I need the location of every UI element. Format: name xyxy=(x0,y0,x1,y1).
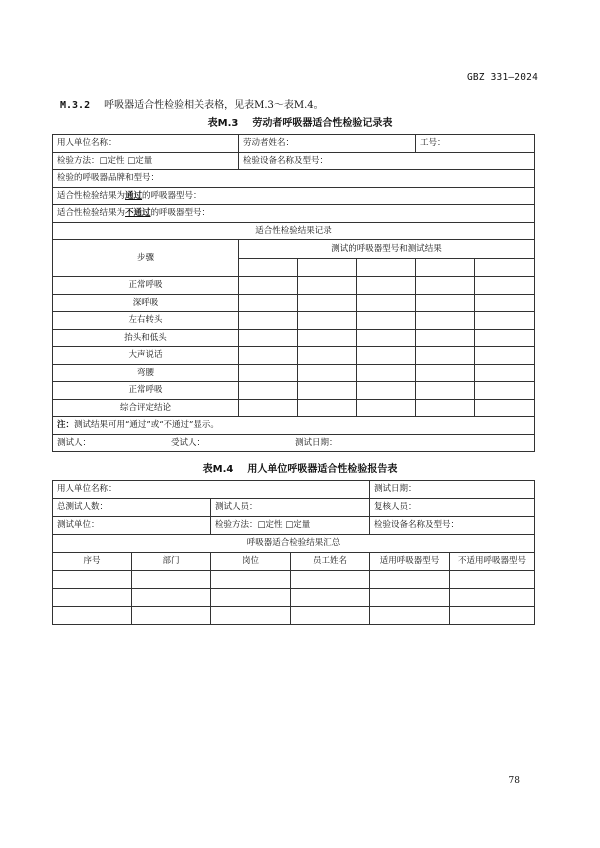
m4-summary-title-cell: 呼吸器适合检验结果汇总 xyxy=(53,535,535,553)
note-text: 测试结果可用“通过”或“不通过”显示。 xyxy=(74,420,219,430)
result-cell xyxy=(416,329,475,347)
result-cell xyxy=(357,277,416,295)
result-cell xyxy=(416,364,475,382)
m4-total-cell: 总测试人数： xyxy=(53,499,211,517)
table-m3 xyxy=(52,134,535,452)
table-m4-label: 表M.4 xyxy=(202,464,234,475)
step-label: 弯腰 xyxy=(53,364,239,382)
section-text: 呼吸器适合性检验相关表格，见表M.3～表M.4。 xyxy=(104,100,324,111)
table-row xyxy=(53,517,535,535)
tester-label: 测试人： xyxy=(57,437,92,448)
result-cell xyxy=(357,329,416,347)
table-row xyxy=(53,170,535,188)
result-cell xyxy=(239,382,298,400)
quantitative-checkbox: □定量 xyxy=(127,155,153,166)
table-row xyxy=(53,135,535,153)
result-cell xyxy=(239,312,298,330)
note-prefix: 注： xyxy=(57,420,75,430)
m4-quantitative-checkbox: □定量 xyxy=(285,520,311,531)
column-header: 部门 xyxy=(132,553,211,571)
worker-name-cell: 劳动者姓名： xyxy=(239,135,416,153)
step-label: 深呼吸 xyxy=(53,294,239,312)
table-row xyxy=(53,312,535,330)
m4-reviewer-cell: 复核人员： xyxy=(370,499,535,517)
m4-employer-cell: 用人单位名称： xyxy=(53,481,370,499)
table-row xyxy=(53,294,535,312)
result-cell xyxy=(475,294,535,312)
table-m4-title: 用人单位呼吸器适合性检验报告表 xyxy=(247,464,398,475)
fail-suffix: 的呼吸器型号： xyxy=(150,208,211,218)
m4-method-label: 检验方法： xyxy=(215,520,258,531)
qualitative-checkbox: □定性 xyxy=(99,155,125,166)
result-cell xyxy=(416,399,475,417)
table-row xyxy=(53,535,535,553)
model-col-4 xyxy=(416,258,475,277)
method-label: 检验方法： xyxy=(57,155,100,166)
table-m4 xyxy=(52,480,535,625)
results-header-cell: 测试的呼吸器型号和测试结果 xyxy=(239,240,535,259)
result-cell xyxy=(357,312,416,330)
m4-header-row xyxy=(53,553,535,571)
table-m3-label: 表M.3 xyxy=(207,118,239,129)
brand-model-cell: 检验的呼吸器品牌和型号： xyxy=(53,170,535,188)
result-cell xyxy=(475,347,535,365)
record-title-cell: 适合性检验结果记录 xyxy=(53,222,535,240)
table-row xyxy=(53,589,535,607)
table-row xyxy=(53,240,535,259)
section-number: M.3.2 xyxy=(60,100,91,111)
column-header: 序号 xyxy=(53,553,132,571)
m4-qualitative-checkbox: □定性 xyxy=(257,520,283,531)
result-cell xyxy=(298,347,357,365)
result-cell xyxy=(298,294,357,312)
method-cell xyxy=(53,152,239,170)
table-row xyxy=(53,205,535,223)
m4-tester-cell: 测试人员： xyxy=(211,499,370,517)
model-col-1 xyxy=(239,258,298,277)
equipment-cell: 检验设备名称及型号： xyxy=(239,152,535,170)
model-col-2 xyxy=(298,258,357,277)
result-cell xyxy=(475,382,535,400)
result-cell xyxy=(416,277,475,295)
fail-model-cell xyxy=(53,205,535,223)
result-cell xyxy=(239,399,298,417)
table-row xyxy=(53,364,535,382)
result-cell xyxy=(239,347,298,365)
step-label: 左右转头 xyxy=(53,312,239,330)
result-cell xyxy=(416,382,475,400)
result-cell xyxy=(298,364,357,382)
result-cell xyxy=(416,294,475,312)
step-label: 大声说话 xyxy=(53,347,239,365)
result-cell xyxy=(475,312,535,330)
step-label: 正常呼吸 xyxy=(53,277,239,295)
result-cell xyxy=(239,364,298,382)
column-header: 员工姓名 xyxy=(291,553,370,571)
steps-header-cell: 步骤 xyxy=(53,240,239,277)
result-cell xyxy=(475,277,535,295)
step-label: 综合评定结论 xyxy=(53,399,239,417)
table-row xyxy=(53,152,535,170)
note-cell xyxy=(53,417,535,435)
table-row xyxy=(53,499,535,517)
model-col-5 xyxy=(475,258,535,277)
result-cell xyxy=(416,312,475,330)
step-label: 抬头和低头 xyxy=(53,329,239,347)
section-heading xyxy=(60,96,324,111)
standard-code: GBZ 331—2024 xyxy=(466,72,538,83)
pass-model-cell xyxy=(53,187,535,205)
result-cell xyxy=(298,277,357,295)
table-m3-title: 劳动者呼吸器适合性检验记录表 xyxy=(252,118,393,129)
table-row xyxy=(53,347,535,365)
result-cell xyxy=(298,382,357,400)
pass-mark: 通过 xyxy=(125,190,143,201)
employer-cell: 用人单位名称： xyxy=(53,135,239,153)
model-col-3 xyxy=(357,258,416,277)
m4-unit-cell: 测试单位： xyxy=(53,517,211,535)
test-date-label: 测试日期： xyxy=(295,437,338,448)
table-row xyxy=(53,481,535,499)
column-header: 岗位 xyxy=(211,553,291,571)
table-row xyxy=(53,571,535,589)
subject-label: 受试人： xyxy=(171,437,206,448)
table-row xyxy=(53,607,535,625)
result-cell xyxy=(475,329,535,347)
result-cell xyxy=(475,399,535,417)
result-cell xyxy=(298,329,357,347)
page-number: 78 xyxy=(508,776,520,786)
m4-method-cell xyxy=(211,517,370,535)
m4-equipment-cell: 检验设备名称及型号： xyxy=(370,517,535,535)
result-cell xyxy=(357,399,416,417)
pass-prefix: 适合性检验结果为 xyxy=(57,190,126,201)
table-row xyxy=(53,329,535,347)
column-header: 不适用呼吸器型号 xyxy=(450,553,535,571)
fail-prefix: 适合性检验结果为 xyxy=(57,208,126,218)
result-cell xyxy=(357,347,416,365)
table-row xyxy=(53,222,535,240)
table-m4-caption xyxy=(0,460,600,475)
result-cell xyxy=(239,294,298,312)
result-cell xyxy=(475,364,535,382)
table-row xyxy=(53,434,535,452)
steps-body xyxy=(53,277,535,417)
m4-date-cell: 测试日期： xyxy=(370,481,535,499)
table-m3-caption xyxy=(0,114,600,129)
result-cell xyxy=(357,382,416,400)
table-row xyxy=(53,277,535,295)
result-cell xyxy=(298,312,357,330)
step-label: 正常呼吸 xyxy=(53,382,239,400)
result-cell xyxy=(239,329,298,347)
result-cell xyxy=(416,347,475,365)
table-row xyxy=(53,417,535,435)
result-cell xyxy=(357,294,416,312)
result-cell xyxy=(239,277,298,295)
fail-mark: 不通过 xyxy=(125,208,151,218)
table-row xyxy=(53,399,535,417)
result-cell xyxy=(298,399,357,417)
column-header: 适用呼吸器型号 xyxy=(370,553,450,571)
employee-id-cell: 工号： xyxy=(416,135,535,153)
result-cell xyxy=(357,364,416,382)
table-row xyxy=(53,187,535,205)
table-row xyxy=(53,382,535,400)
signature-cell xyxy=(53,434,535,452)
pass-suffix: 的呼吸器型号： xyxy=(142,190,202,201)
